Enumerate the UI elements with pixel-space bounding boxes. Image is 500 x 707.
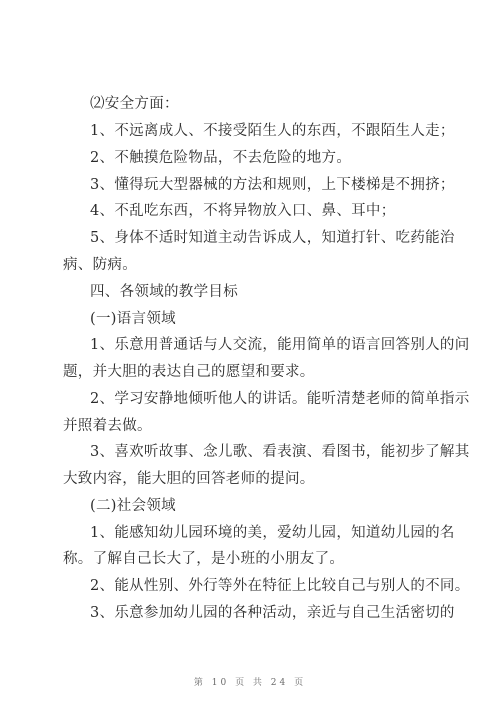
subsection-heading-language: (一)语言领域 [90,311,176,327]
paragraph-line: 1、不远离成人、不接受陌生人的东西，不跟陌生人走； [90,123,455,139]
section-heading-safety: ⑵安全方面： [90,96,179,112]
section-heading: 四、各领域的教学目标 [90,284,238,300]
paragraph-line: 病、防病。 [63,257,137,273]
page-number-footer: 第 10 页 共 24 页 [193,678,307,688]
paragraph-line: 3、乐意参加幼儿园的各种活动，亲近与自己生活密切的 [90,605,455,621]
paragraph-line: 称。了解自己长大了，是小班的小朋友了。 [63,551,345,567]
paragraph-line: 4、不乱吃东西，不将异物放入口、鼻、耳中； [90,203,396,219]
paragraph-line: 大致内容，能大胆的回答老师的提问。 [63,471,315,487]
paragraph-line: 2、能从性别、外行等外在特征上比较自己与别人的不同。 [90,578,470,594]
paragraph-line: 2、不触摸危险物品，不去危险的地方。 [90,150,352,166]
paragraph-line: 并照着去做。 [63,418,152,434]
paragraph-line: 2、学习安静地倾听他人的讲话。能听清楚老师的简单指示 [90,391,470,407]
paragraph-line: 1、能感知幼儿园环境的美，爱幼儿园，知道幼儿园的名 [90,525,455,541]
paragraph-line: 题，并大胆的表达自己的愿望和要求。 [63,364,315,380]
paragraph-line: 5、身体不适时知道主动告诉成人，知道打针、吃药能治 [90,230,455,246]
paragraph-line: 1、乐意用普通话与人交流，能用简单的语言回答别人的问 [90,337,470,353]
subsection-heading-social: (二)社会领域 [90,498,176,514]
paragraph-line: 3、喜欢听故事、念儿歌、看表演、看图书，能初步了解其 [90,444,470,460]
paragraph-line: 3、懂得玩大型器械的方法和规则，上下楼梯是不拥挤； [90,177,455,193]
